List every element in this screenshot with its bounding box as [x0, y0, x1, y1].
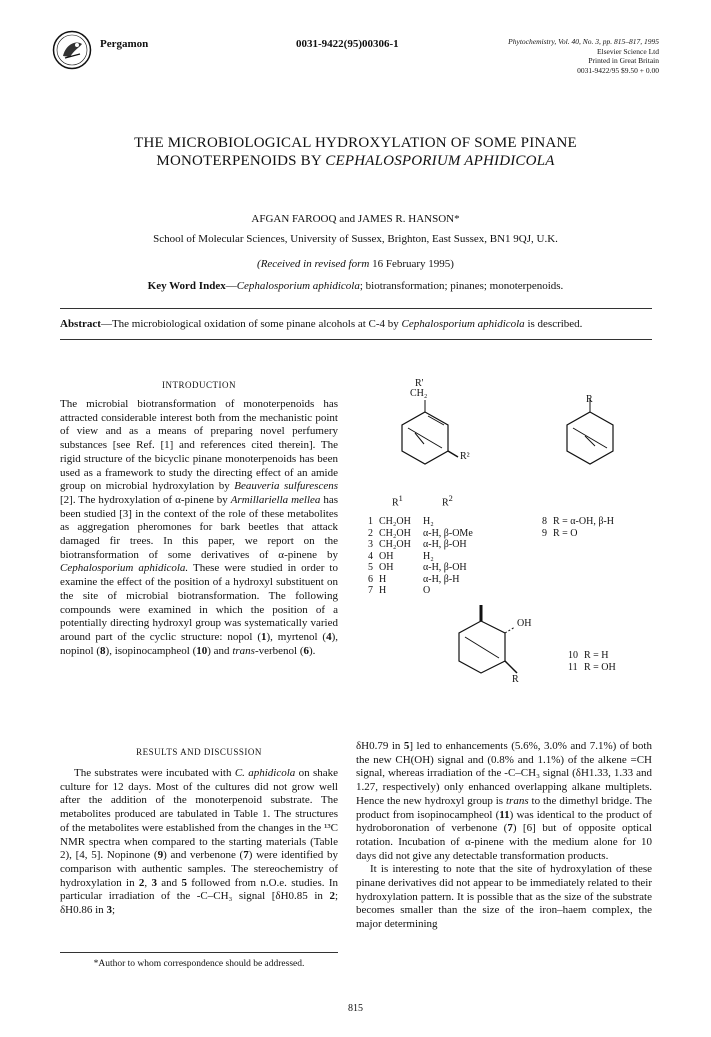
table-row: 11 R = OH — [568, 661, 616, 673]
r2-label: R² — [460, 451, 470, 462]
authors: AFGAN FAROOQ and JAMES R. HANSON* — [251, 213, 460, 225]
results-heading: RESULTS AND DISCUSSION — [136, 747, 262, 757]
abstract: Abstract—The microbiological oxidation of some pinane alcohols at C-4 by Cephalosporium aphidicola is described. — [60, 318, 583, 330]
pergamon-logo — [52, 30, 92, 70]
received-date: (Received in revised form 16 February 1995) — [257, 258, 454, 270]
table-row: 1 CH₂OH H₂ — [368, 516, 434, 527]
table-row: 10 R = H — [568, 650, 609, 661]
ch2-label: CH₂ — [410, 388, 428, 399]
table-row: 9 R = O — [542, 527, 578, 539]
substituent-table-8-9 — [542, 516, 620, 539]
journal-publisher: Elsevier Science Ltd — [596, 46, 659, 56]
table-row: 2 CH₂OH α-H, β-OMe — [368, 527, 473, 539]
journal-issn: 0031-9422/95 $9.50 + 0.00 — [577, 65, 659, 75]
nopinone-skeleton-drawing — [545, 398, 635, 488]
results-text-left: The substrates were incubated with C. aphidicola on shake culture for 12 days. Most of the cultures did not grow well after the addition of the monoterpenoid substrate. The metabolites produced are tabulated in Table 1. The structures of the metabolites were established from the changes in the ¹³C NMR spectra when compared to the starting materials (Table 2), [4, 5]. Nopinone (9) and verbenone (7) were identified by comparison with authentic samples. The stereochemistry of hydroxylation in 2, 3 and 5 followed from n.O.e. studies. In particular irradiation of the -C–CH₃ signal [δH0.85 in 2; δH0.86 in 3; — [60, 767, 339, 917]
footnote-rule — [60, 952, 338, 953]
r-label-89: R — [586, 394, 593, 405]
table-row: 3 CH₂OH α-H, β-OH — [368, 539, 467, 550]
journal-info — [508, 37, 659, 75]
introduction-heading: INTRODUCTION — [162, 380, 236, 390]
footnote: *Author to whom correspondence should be addressed. — [93, 959, 305, 969]
title-line-1: THE MICROBIOLOGICAL HYDROXYLATION OF SOME PINANE — [134, 135, 577, 151]
table-row: 8 R = α-OH, β-H — [542, 516, 614, 527]
table-row: 6 H α-H, β-H — [368, 573, 460, 585]
journal-citation: Phytochemistry, Vol. 40, No. 3, pp. 815–817, 1995 — [508, 37, 659, 46]
abstract-top-rule — [60, 308, 652, 309]
page-number: 815 — [348, 1003, 363, 1014]
structures-figure — [360, 378, 660, 708]
results-text-right: δH0.79 in 5] led to enhancements (5.6%, 3.0% and 7.1%) of both the new CH(OH) signal and (0.8% and 1.1%) of the alkene =CH signal, whereas irradiation of the -C–CH₃ signal (δH1.33, 1.33 and 1.27, respectively) only enhanced overlapping alkane multiplets. Hence the new hydroxyl group is trans to the dimethyl bridge. The product from isopinocampheol (11) was identical to the product of hydroboronation of verbenone (7) [6] but of opposite optical rotation. Incubation of α-pinene with the medium alone for 10 days did not give any detectable transformation products. It is interesting to note that the site of hydroxylation of these pinane derivatives did not appear to be immediately related to their hydroxylation pattern. It is possible that as the size of the substrate becomes smaller than the size of the iron–haem complex, the major determining — [356, 740, 652, 931]
introduction-text: The microbial biotransformation of monoterpenoids has attracted considerable interest both from the mechanistic point of view and as a means of preparing novel perfumery substances [see Ref. [1] and references cited therein]. The rigid structure of the bicyclic pinane monoterpenoids has been used as a framework to study the directing effect of an amide group on microbial hydroxylation by Beauveria sulfurescens [2]. The hydroxylation of α-pinene by Armillariella mellea has been studied [3] in the context of the role of these metabolites as aggregation pheromones for bark beetles that attack damaged fir trees. In this paper, we report on the biotransformation of some derivatives of α-pinene by Cephalosporium aphidicola. These were studied in order to examine the effect of the position of a hydroxyl substituent on the site of microbial biotransformation. The following compounds were examined in which the position of a potentially directing hydroxyl group was systematically varied around part of the cyclic structure: nopol (1), myrtenol (4), nopinol (8), isopinocampheol (10) and trans-verbenol (6). — [60, 398, 339, 657]
r-label-1011: R — [512, 674, 519, 685]
journal-printed: Printed in Great Britain — [588, 56, 659, 65]
title-line-2: MONOTERPENOIDS BY CEPHALOSPORIUM APHIDICOLA — [156, 153, 555, 169]
oh-label: OH — [517, 618, 532, 629]
r1-header: $R^1$ — [392, 494, 403, 509]
r-prime-label: R' — [415, 378, 424, 389]
r2-header: $R^2$ — [442, 494, 453, 509]
table-row: 7 H O — [368, 585, 431, 596]
substituent-table-1-7 — [368, 516, 479, 597]
publisher-name: Pergamon — [100, 38, 149, 50]
substituent-table-10-11 — [568, 650, 622, 673]
abstract-bottom-rule — [60, 339, 652, 340]
affiliation: School of Molecular Sciences, University of Sussex, Brighton, East Sussex, BN1 9QJ, U.K. — [153, 233, 558, 245]
keywords: Key Word Index—Cephalosporium aphidicola; biotransformation; pinanes; monoterpenoids. — [147, 280, 564, 292]
paper-title — [0, 134, 711, 170]
table-row: 5 OH α-H, β-OH — [368, 562, 467, 573]
isopinocampheol-skeleton-drawing — [445, 603, 545, 693]
table-row: 4 OH H₂ — [368, 550, 434, 562]
doi: 0031-9422(95)00306-1 — [296, 38, 399, 50]
